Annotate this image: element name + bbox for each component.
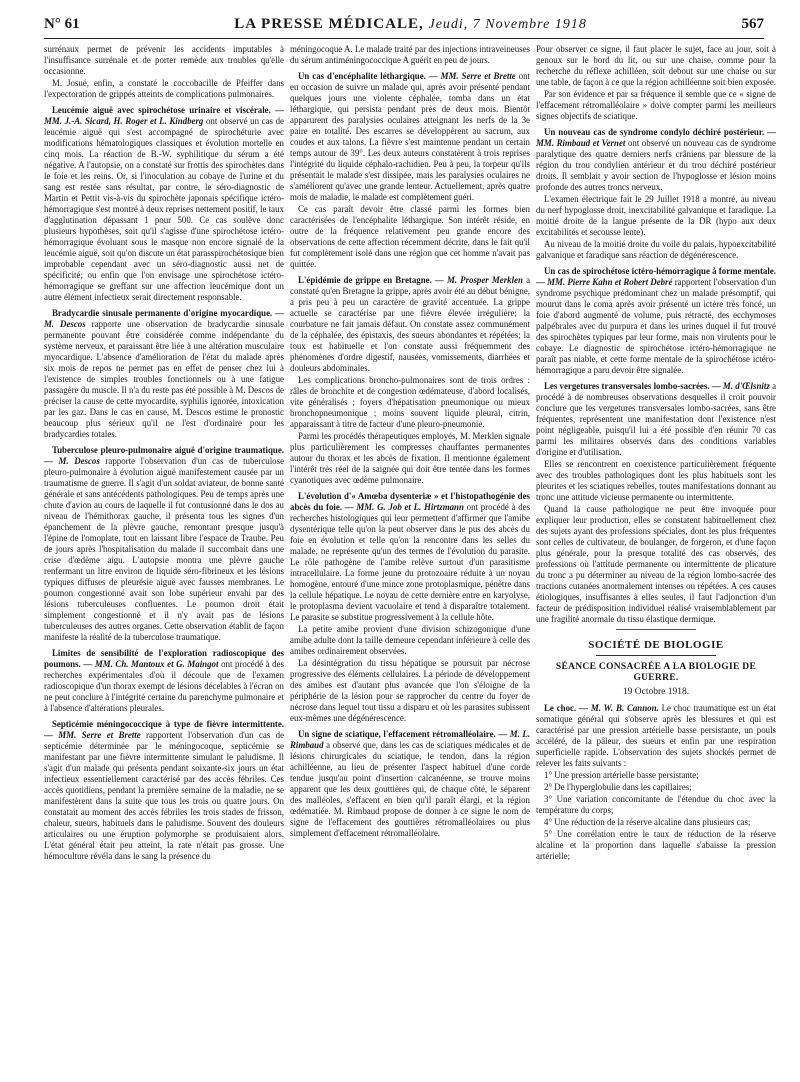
paragraph: M. Josué, enfin, a constaté le coccobacille de Pfeiffer dans l'expectoration de grippés atteints de complications pulmonaires. <box>44 78 284 99</box>
session-heading: SÉANCE CONSACRÉE A LA BIOLOGIE DE GUERRE. <box>555 662 757 683</box>
article-body: rapporte l'observation d'un cas de tuberculose pleuro-pulmonaire à évolution aiguë manifestement causée par un traumatisme de guerre. Il s'agit d'un soldat aviateur, de bonne santé générale et sans antécédents pathologiques. Peu de temps après une chute d'avion au cours de laquelle il fut contusionné dans le dos au niveau de l'hémithorax gauche, il présenta tous les signes d'un épanchement de la plèvre gauche, remontant presque jusqu'à l'épine de l'omoplate, tout en laissant libre l'espace de Traube. Peu de jours après l'hospitalisation du malade il succombait dans une crise d'œdème aigu. L'autopsie montra une plèvre gauche renfermant un litre environ de liquide séro-fibrineux et les lésions typiques diffuses de pleurésie aiguë avec fausses membranes. Le poumon congestionné avait son lobe supérieur envahi par des lésions tuberculeuses confluentes. Le poumon droit était simplement congestionné et il n'y avait pas de lésions tuberculeuses des autres organes. Cette observation établit de façon manifeste la réalité de la tuberculose traumatique. <box>44 456 284 642</box>
article-bradycardie <box>44 308 284 440</box>
article-body: rapportent l'observation d'un cas de septicémie déterminée par le méningocoque, septicémie se manifestant par une fièvre intermittente simulant le paludisme. Il s'agit d'un malade qui présenta pendant soixante-six jours un état infectieux essentiellement caractérisé par des accès fébriles. Ces accès quotidiens, pendant la première semaine de la maladie, ne se manifestèrent dans la suite que tous les trois ou quatre jours. On constatait au moment des accès fébriles les trois stades de frisson, chaleur, sueurs, habituels dans le paludisme. Souvent des douleurs articulaires ou une éruption polymorphe se produisaient alors. L'état général était peu atteint, la rate n'était pas grosse. Une hémoculture révéla dans le sang la présence du <box>44 730 284 861</box>
article-condylo <box>536 127 776 261</box>
paragraph: L'examen électrique fait le 29 Juillet 1918 a montré, au niveau du nerf hypoglosse droit, inexcitabilité galvanique et faradique. La moitié droite de la langue présente de la DR (hypo aux deux excitabilités et secousse lente). <box>536 194 776 237</box>
article-body: ont eu occasion de suivre un malade qui, après avoir présenté pendant quelques jours une violente céphalée, tomba dans un état léthargique, qui persista pendant près de deux mois. Bientôt apparurent des paralysies oculaires atteignant les nerfs de la 3e paire en totalité. Des escarres se développèrent au sacrum, aux coudes et aux talons. La fièvre s'est maintenue pendant un certain temps autour de 39°. Les deux auteurs constatèrent à trois reprises l'intégrité du liquide céphalo-rachidien. Peu à peu, la torpeur qu'ils présentait le malade s'est dissipée, mais les paralysies oculaires ne s'améliorent qu'avec une grande lenteur. Actuellement, après quatre mois de maladie, le malade est complètement guéri. <box>290 71 530 202</box>
paragraph: Au niveau de la moitié droite du voile du palais, hypoexcitabilité galvanique et faradique sans réaction de dégénérescence. <box>536 239 776 260</box>
issue-date: Jeudi, 7 Novembre 1918 <box>428 17 587 32</box>
article-title: L'évolution d'« Amœba dysenteriæ » et l'histopathogénie des abcès du foie. — <box>290 491 530 512</box>
paragraph: Elles se rencontrent en coexistence particulièrement fréquente avec des troubles pathologiques dont les plus habituels sont les pleurites et les sciatiques rebelles, toutes manifestations donnant au tronc une attitude vicieuse permanente ou intermittente. <box>536 459 776 502</box>
article-title: Septicémie méningococcique à type de fièvre intermittente. — <box>44 719 284 740</box>
article-authors: MM. Ch. Mantoux et G. Maingot <box>94 659 219 669</box>
article-authors: M. Prosper Merklen <box>446 275 523 285</box>
article-body: ont observé un nouveau cas de syndrome paralytique des quatre derniers nerfs crâniens par blessure de la région du trou condylien antérieur et du trou déchiré postérieur droits. Il semblait y avoir section de l'hypoglosse et lésion moins profonde des autres troncs nerveux. <box>536 138 776 192</box>
article-body: ont observé un cas de leucémie aiguë qui s'est accompagné de spirochéturie avec modifications hématologiques classiques et évolution mortelle en cinq mois. La réaction de B.-W. syphilitique du sérum a été négative. A l'autopsie, on a constaté sur frottis des spirochètes dans le foie et les reins. Or, si l'inoculation au cobaye de l'urine et du sang est restée sans résultat, par contre, le séro-diagnostic de Martin et Pettit vis-à-vis du spirochète japonais spécifique ictéro-hémorragique s'est montré à deux reprises nettement positif, le taux d'agglutination dépassant 1 pour 500. Ce cas soulève donc plusieurs hypothèses, soit qu'il s'agisse d'une spirochétose ictéro-hémorragique évoluant sous le masque non encore signalé de la leucémie aiguë, soit qu'on discute un état parasspirochétosique bien improbable cependant avec un séro-diagnostic aussi net de spécificité; ou enfin que l'on envisage une spirochétose ictéro-hémorragique se greffant sur une affection leucémique dont un autre élément infectieux serait directement responsable. <box>44 116 284 302</box>
article-title: Bradycardie sinusale permanente d'origine myocardique. — <box>52 308 284 318</box>
article-body: ont procédé à des recherches expérimentales d'où il découle que de l'examen radioscopique d'un thorax exempt de lésions décelables à l'écran on ne peut conclure à l'intégrité certaine du parenchyme pulmonaire et à l'absence d'altérations pleurales. <box>44 659 284 713</box>
article-title: Les vergetures transversales lombo-sacrées. — <box>544 381 721 391</box>
journal-name: LA PRESSE MÉDICALE, <box>234 16 424 32</box>
paragraph: Parmi les procédés thérapeutiques employés, M. Merklen signale plus particulièrement les compresses chauffantes permanentes autour du thorax et les abcès de fixation. Il mentionne également l'intérêt très réel de la saignée qui doit être tentée dans les formes cyanotiques avec œdème pulmonaire. <box>290 431 530 485</box>
society-heading: SOCIÉTÉ DE BIOLOGIE <box>588 639 724 651</box>
article-authors: MM. Serre et Brette <box>58 730 141 740</box>
article-title: Tuberculose pleuro-pulmonaire aiguë d'origine traumatique. — <box>44 445 284 466</box>
running-title <box>234 16 587 33</box>
article-grippe <box>290 275 530 486</box>
article-tuberculose <box>44 445 284 643</box>
article-authors: M. W. B. Cannon. <box>590 703 659 713</box>
article-title: Un signe de sciatique, l'effacement rétromalléolaire. — <box>298 729 508 739</box>
article-title: L'épidémie de grippe en Bretagne. — <box>298 275 444 285</box>
article-body: rapporte une observation de bradycardie sinusale permanente pouvant être considérée comme indépendante du système nerveux, et paraissant être liée à une altération musculaire myocardique. L'absence d'amélioration de l'état du malade après six mois de repos ne permet pas en effet de penser chez lui à l'existence de simples troubles fonctionnels ou à une fatigue passagère du muscle. Il n'a du reste pas été possible à M. Descos de préciser la cause de cette myocardite, syphilis ignorée, intoxication par les gaz. Dans le cas en cause, M. Descos estime le pronostic beaucoup plus sérieux qu'il ne l'est d'ordinaire pour les bradycardies totales. <box>44 319 284 439</box>
article-septicemie <box>44 719 284 862</box>
article-choc <box>536 703 776 862</box>
article-body: a constaté qu'en Bretagne la grippe, après avoir été au début bénigne, a pris peu à peu un caractère de gravité accentuée. La grippe actuelle se caractérise par une fièvre élevée irrégulière; la courbature ne fait jamais défaut. On constate assez communément de la céphalée, des épistaxis, des sueurs abondantes et répétées; la toux est habituelle et l'on constate aussi fréquemment des phénomènes d'ordre digestif, nausées, vomissements, diarrhées et douleurs abdominales. <box>290 275 530 373</box>
column-3 <box>536 44 776 1074</box>
column-2 <box>290 44 530 1074</box>
article-leucemie <box>44 105 284 303</box>
column-1 <box>44 44 284 1074</box>
article-body: rapportent l'observation d'un syndrome psychique prédominant chez un malade présomptif, qui mourut dans le coma après avoir présenté un ictère très foncé, un foie d'abord augmenté de volume, puis rétracté, des ecchymoses palpébrales avec du purpura et dans les urines duquel il fut trouvé des spirochètes typiques par leur forme, mais non virulents pour le cobaye. Le diagnostic de spirochétose ictéro-hémorragique ne paraît pas niable, et cette forme mentale de la spirochétose ictéro-hémorragique a paru devoir être signalée. <box>536 277 776 375</box>
article-authors: MM. J.-A. Sicard, H. Roger et L. Kindberg <box>44 116 204 126</box>
article-sciatique <box>290 729 530 839</box>
article-authors: MM. G. Job et L. Hirtzmann <box>356 502 464 512</box>
continued-text: Pour observer ce signe, il faut placer le sujet, face au jour, soit à genoux sur le bord du lit, ou sur une chaise, comme pour la recherche du réflexe achilléen, soit debout sur une chaise ou sur une table, de façon à ce que la région achilléenne soit bien exposée. <box>536 44 776 87</box>
article-body: Le choc traumatique est un état somatique général qui s'observe après les blessures et qui est caractérisé par une pression artérielle basse persistante, un pouls accéléré, de la pâleur, des sueurs et enfin par une respiration superficielle rapide. L'observation des sujets shockés permet de relever les faits suivants : <box>536 703 776 768</box>
list-item: 3° Une variation concomitante de l'étendue du choc avec la température du corps; <box>536 794 776 815</box>
continued-text: méningocoque A. Le malade traité par des injections intraveineuses du sérum antiméningococcique A guérit en peu de jours. <box>290 44 530 65</box>
article-spirochetose <box>536 266 776 376</box>
article-radioscopie <box>44 648 284 714</box>
article-title: Leucémie aiguë avec spirochétose urinaire et viscérale. — <box>52 105 284 115</box>
list-item: 2° De l'hyperglobulie dans les capillaires; <box>544 782 692 792</box>
article-authors: M. L. Rimbaud <box>290 729 530 750</box>
divider <box>616 629 696 630</box>
paragraph: La petite amibe provient d'une division schizogonique d'une amibe adulte dont la taille demeure cependant inférieure à celle des amibes ordinairement observées. <box>290 624 530 656</box>
divider <box>596 655 716 656</box>
issue-number: N° 61 <box>44 16 80 32</box>
article-authors: MM. Pierre Kahn et Robert Debré <box>547 277 673 287</box>
list-item: 1° Une pression artérielle basse persistante; <box>544 770 699 780</box>
session-date: 19 Octobre 1918. <box>622 687 690 697</box>
article-title: Le choc. — <box>544 703 588 713</box>
list-item: 4° Une réduction de la réserve alcaline dans plusieurs cas; <box>544 817 751 827</box>
continued-text: surrénaux permet de prévenir les accidents imputables à l'insuffisance surrénale et de porter remède aux troubles qu'elle occasionne. <box>44 44 284 76</box>
paragraph: Ce cas paraît devoir être classé parmi les formes bien caractérisées de l'encéphalite léthargique. Son intérêt réside, en outre de la fréquence relativement peu grande encore des observations de cette affection récemment décrite, dans le fait qu'il fut complètement isolé dans une région que cet homme n'avait pas quittée. <box>290 204 530 269</box>
article-authors: M. Descos <box>58 456 100 466</box>
paragraph: Quand la cause pathologique ne peut être invoquée pour expliquer leur production, elles se constatent habituellement chez des sujets ayant des professions spéciales, dont les plus fréquentes sont celles de cultivateur, de boulanger, de forgeron, et d'une façon plus générale, pour la presque totalité des cas observés, des professions où l'attitude permanente ou intermittente de plicature du tronc a pu déterminer au niveau de la région lombo-sacrée des tractions cutanées anormalement intenses ou répétées. A ces causes étiologiques, insuffisantes à elles seules, il faut l'adjonction d'un facteur de prédisposition individuel réalisé vraisemblablement par une fragilité anormale du tissu élastique dermique. <box>536 504 776 624</box>
article-vergetures <box>536 381 776 625</box>
article-title: Limites de sensibilité de l'exploration radioscopique des poumons. — <box>44 648 284 669</box>
article-authors: MM. Rimbaud et Vernet <box>536 138 626 148</box>
article-body: ont procédé à des recherches histologiques qui leur permettent d'affirmer que l'amibe dysentérique telle qu'on la peut observer dans le pus des abcès du foie en évolution et telle qu'on la rencontre dans les selles du malade, ne représente qu'un des termes de l'évolution du parasite. Le rôle pathogène de l'amibe relève surtout d'un parasitisme intracellulaire. La forme jeune du protozoaire réduite à un noyau homogène, entouré d'une mince zone protoplasmique, pénètre dans la cellule hépatique. Le noyau de cette dernière entre en karyolyse, le protoplasma devient vacuolaire et tend à disparaître totalement. Le parasite se substitue progressivement à la cellule hôte. <box>290 502 530 622</box>
paragraph: Les complications broncho-pulmonaires sont de trois ordres : râles de bronchite et de congestion œdémateuse, d'abord localisés, vite généralisés ; foyers d'hépatisation pneumonique ou mieux bronchopneumonique ; moins souvent liquide pleural, citrin, apparaissant à titre de facteur d'une pleuro-pneumonie. <box>290 375 530 429</box>
article-authors: MM. Serre et Brette <box>440 71 516 81</box>
paragraph: La désintégration du tissu hépatique se poursuit par nécrose progressive des éléments cellulaires. La période de développement des amibes est d'autant plus avancée que l'on s'éloigne de la périphérie de la lésion pour se rapprocher du centre du foyer de nécrose dans lequel tout tissu a disparu et où les parasites subissent eux-mêmes une dégénérescence. <box>290 658 530 723</box>
article-title: Un cas d'encéphalite léthargique. — <box>298 71 438 81</box>
paragraph: Par son évidence et par sa fréquence il semble que ce « signe de l'effacement rétromalléolaire » doive compter parmi les meilleurs signes objectifs de sciatique. <box>536 89 776 121</box>
article-amoeba <box>290 491 530 724</box>
article-encephalite <box>290 71 530 270</box>
article-title: Un cas de spirochétose ictéro-hémorragique à forme mentale. — <box>536 266 776 287</box>
article-body: a observé que, dans les cas de sciatiques médicales et de lésions chirurgicales du sciatique, le tendon, dans la région achilléenne, au lieu de présenter l'aspect habituel d'une corde tendue jusqu'au point d'insertion calcanéenne, se trouve moins apparent que les deux gouttières qui, de chaque côté, le séparent des malléoles, s'effacent en bien qu'il paraît élargi, et la région œdématiée. M. Rimbaud propose de donner à ce signe le nom de signe de l'effacement des gouttières rétromalléolaires ou plus simplement d'effacement rétromalléolaire. <box>290 740 530 838</box>
article-title: Un nouveau cas de syndrome condylo déchiré postérieur. — <box>544 127 776 137</box>
article-authors: M. d'Œlsnitz <box>722 381 770 391</box>
list-item: 5° Une corrélation entre le taux de réduction de la réserve alcaline et la proportion dans laquelle s'abaisse la pression artérielle; <box>536 829 776 861</box>
article-authors: M. Descos <box>44 319 86 329</box>
article-body: a procédé à de nombreuses observations desquelles il croit pouvoir conclure que les vergetures transversales lombo-sacrées, sans être fréquentes, représentent une manifestation dont l'existence n'est point négligeable, puisqu'il lui a été possible d'en réunir 70 cas parmi les militaires observés dans des conditions variables d'origine et d'utilisation. <box>536 381 776 457</box>
page-number: 567 <box>741 16 764 32</box>
page-header <box>44 16 764 39</box>
